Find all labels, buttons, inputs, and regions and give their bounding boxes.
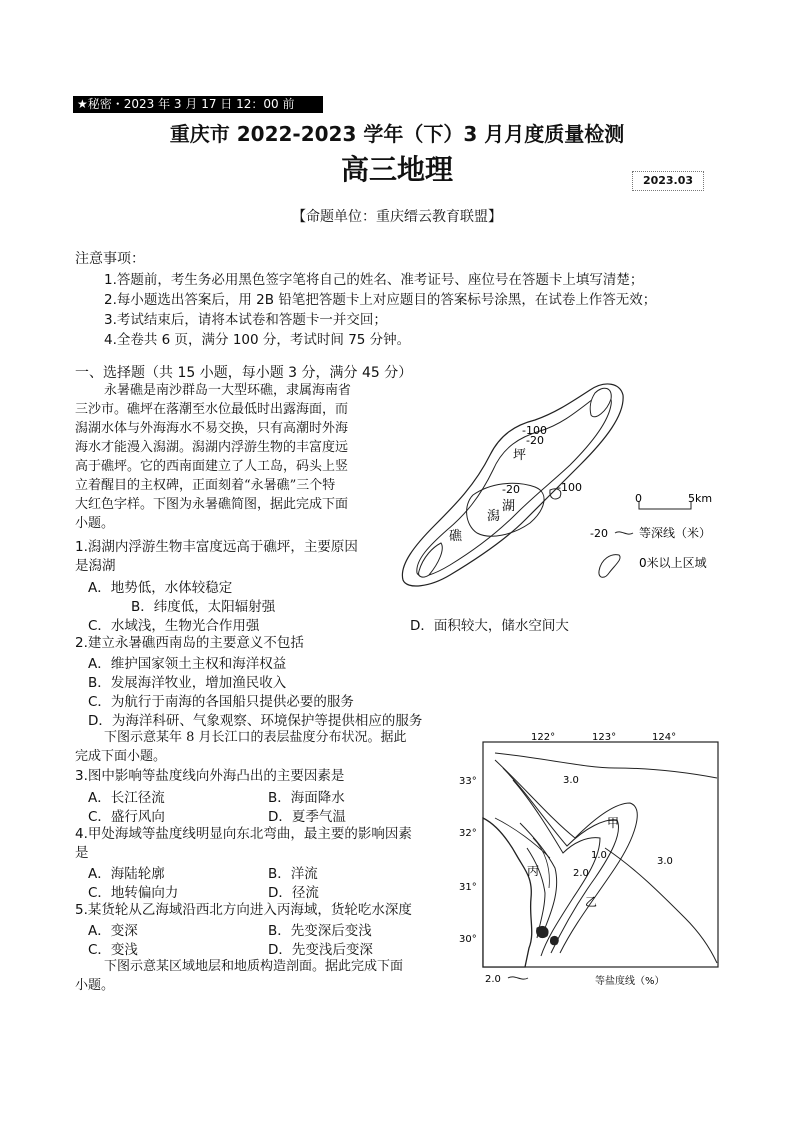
option-d[interactable]: D．夏季气温 bbox=[268, 809, 346, 825]
place-label-jia: 甲 bbox=[607, 816, 620, 830]
passage-line: 立着醒目的主权碑，正面刻着“永暑礁”三个特 bbox=[75, 478, 336, 493]
option-c[interactable]: C．盛行风向 bbox=[88, 809, 165, 825]
option-b[interactable]: B．洋流 bbox=[268, 866, 318, 882]
option-a[interactable]: A．长江径流 bbox=[88, 790, 165, 806]
isoline-label: 3.0 bbox=[657, 856, 673, 867]
date-stamp: 2023.03 bbox=[632, 171, 704, 191]
legend-value: 2.0 bbox=[485, 974, 501, 985]
isoline-label: 2.0 bbox=[573, 868, 589, 879]
question-stem: 3.图中影响等盐度线向外海凸出的主要因素是 bbox=[75, 768, 345, 784]
passage-line: 下图示意某年 8 月长江口的表层盐度分布状况。据此 bbox=[104, 730, 407, 745]
longitude-label: 124° bbox=[652, 732, 677, 743]
passage-line: 高于礁坪。它的西南面建立了人工岛，码头上竖 bbox=[75, 459, 349, 474]
passage-line: 三沙市。礁坪在落潮至水位最低时出露海面，而 bbox=[75, 402, 349, 417]
option-c[interactable]: C．为航行于南海的各国船只提供必要的服务 bbox=[88, 694, 354, 710]
place-label-bing: 丙 bbox=[527, 864, 540, 878]
option-b[interactable]: B．纬度低，太阳辐射强 bbox=[131, 599, 276, 615]
confidential-banner: ★秘密・2023 年 3 月 17 日 12：00 前 bbox=[73, 96, 323, 113]
longitude-label: 123° bbox=[592, 732, 617, 743]
question-stem: 是 bbox=[75, 845, 89, 861]
option-b[interactable]: B．发展海洋牧业，增加渔民收入 bbox=[88, 675, 287, 691]
scale-end: 5km bbox=[688, 492, 713, 505]
option-d[interactable]: D．径流 bbox=[268, 885, 319, 901]
legend-land: 0米以上区域 bbox=[639, 556, 707, 570]
note-item: 4.全卷共 6 页，满分 100 分，考试时间 75 分钟。 bbox=[104, 332, 411, 348]
option-d[interactable]: D．面积较大，储水空间大 bbox=[410, 618, 569, 634]
issuing-unit: 【命题单位：重庆缙云教育联盟】 bbox=[292, 209, 502, 225]
reef-flat-label: 礁 bbox=[449, 529, 463, 544]
longitude-label: 122° bbox=[531, 732, 556, 743]
land-legend-icon bbox=[599, 555, 620, 578]
passage-line: 永暑礁是南沙群岛一大型环礁，隶属海南省 bbox=[104, 383, 352, 398]
option-d[interactable]: D．为海洋科研、气象观察、环境保护等提供相应的服务 bbox=[88, 713, 423, 729]
isoline-label: 1.0 bbox=[591, 850, 607, 861]
contour-label: -100 bbox=[557, 481, 582, 494]
latitude-label: 32° bbox=[459, 828, 477, 839]
salinity-legend: 等盐度线（%） bbox=[595, 976, 665, 987]
question-stem: 4.甲处海域等盐度线明显向东北弯曲，最主要的影响因素 bbox=[75, 826, 412, 842]
option-a[interactable]: A．海陆轮廓 bbox=[88, 866, 165, 882]
exam-title: 重庆市 2022-2023 学年（下）3 月月度质量检测 bbox=[169, 122, 625, 146]
passage-line: 完成下面小题。 bbox=[75, 749, 167, 764]
salinity-map bbox=[455, 728, 730, 990]
note-item: 1.答题前，考生务必用黑色签字笔将自己的姓名、准考证号、座位号在答题卡上填写清楚； bbox=[104, 272, 644, 288]
lagoon-label: 潟 bbox=[487, 509, 501, 524]
note-item: 3.考试结束后，请将本试卷和答题卡一并交回； bbox=[104, 312, 387, 328]
contour-label: -20 bbox=[526, 434, 544, 447]
place-label-yi: 乙 bbox=[585, 895, 598, 909]
question-stem: 是潟湖 bbox=[75, 558, 116, 574]
section-heading: 一、选择题（共 15 小题，每小题 3 分，满分 45 分） bbox=[75, 365, 413, 381]
lagoon-label: 湖 bbox=[502, 499, 516, 514]
isoline-label: 3.0 bbox=[563, 775, 579, 786]
legend-contour-sample: -20 bbox=[590, 527, 608, 540]
passage-line: 海水才能漫入潟湖。潟湖内浮游生物的丰富度远 bbox=[75, 440, 349, 455]
passage-line: 下图示意某区域地层和地质构造剖面。据此完成下面 bbox=[104, 959, 404, 974]
option-d[interactable]: D．先变浅后变深 bbox=[268, 942, 373, 958]
notes-heading: 注意事项： bbox=[75, 251, 145, 267]
question-stem: 1.潟湖内浮游生物丰富度远高于礁坪，主要原因 bbox=[75, 539, 358, 555]
reef-map bbox=[395, 375, 730, 600]
option-b[interactable]: B．先变深后变浅 bbox=[268, 923, 372, 939]
question-stem: 2.建立永暑礁西南岛的主要意义不包括 bbox=[75, 635, 304, 651]
option-a[interactable]: A．变深 bbox=[88, 923, 138, 939]
note-item: 2.每小题选出答案后，用 2B 铅笔把答题卡上对应题目的答案标号涂黑，在试卷上作答无效； bbox=[104, 292, 657, 308]
scale-zero: 0 bbox=[635, 492, 642, 505]
question-stem: 5.某货轮从乙海域沿西北方向进入丙海域，货轮吃水深度 bbox=[75, 902, 412, 918]
passage-line: 大红色字样。下图为永暑礁简图，据此完成下面 bbox=[75, 497, 349, 512]
passage-line: 小题。 bbox=[75, 978, 115, 993]
subject-title: 高三地理 bbox=[340, 153, 453, 186]
passage-line: 潟湖水体与外海海水不易交换，只有高潮时外海 bbox=[75, 421, 349, 436]
option-c[interactable]: C．地转偏向力 bbox=[88, 885, 179, 901]
legend-contour: 等深线（米） bbox=[639, 526, 712, 540]
latitude-label: 30° bbox=[459, 934, 477, 945]
reef-flat-label: 坪 bbox=[513, 448, 527, 463]
latitude-label: 31° bbox=[459, 882, 477, 893]
option-c[interactable]: C．变浅 bbox=[88, 942, 138, 958]
option-a[interactable]: A．地势低，水体较稳定 bbox=[88, 580, 233, 596]
option-b[interactable]: B．海面降水 bbox=[268, 790, 345, 806]
isoline-legend-icon bbox=[508, 977, 528, 979]
passage-line: 小题。 bbox=[75, 516, 115, 531]
scale-bar bbox=[639, 501, 691, 509]
contour-label: -100 bbox=[522, 424, 547, 437]
option-c[interactable]: C．水域浅，生物光合作用强 bbox=[88, 618, 260, 634]
contour-label: -20 bbox=[502, 483, 520, 496]
latitude-label: 33° bbox=[459, 776, 477, 787]
option-a[interactable]: A．维护国家领土主权和海洋权益 bbox=[88, 656, 287, 672]
